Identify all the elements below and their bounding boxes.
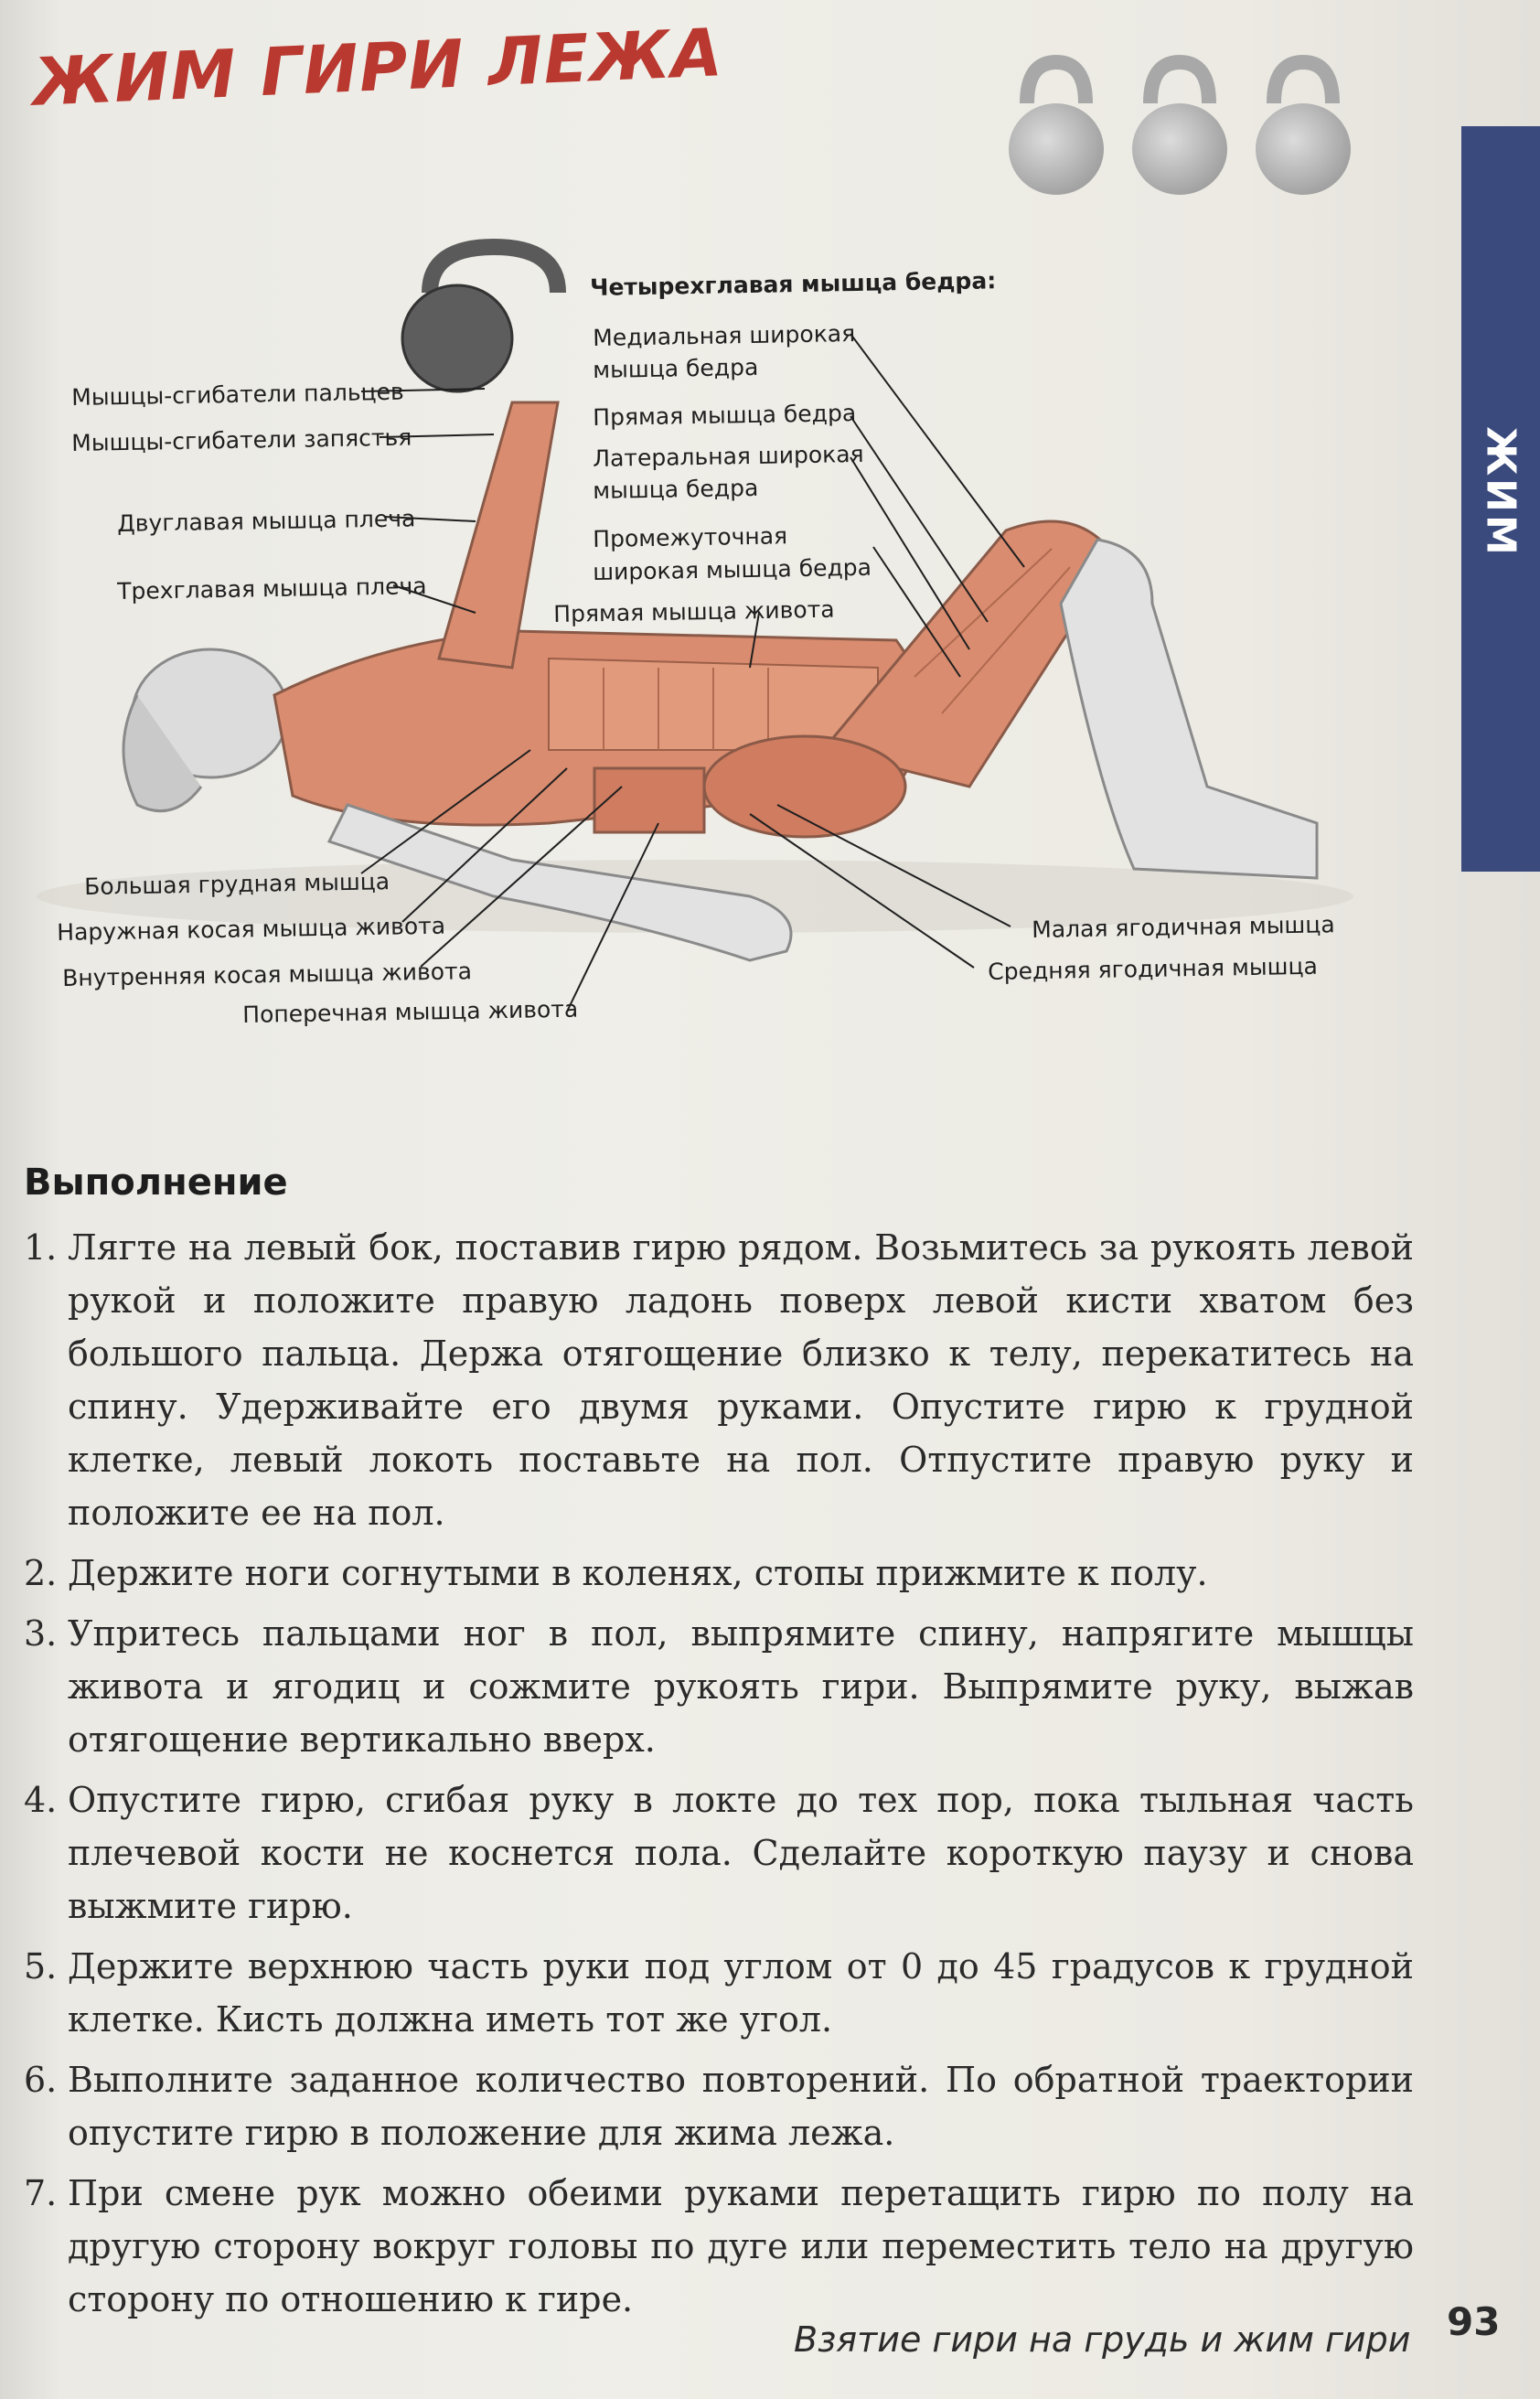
step-text: Держите верхнюю часть руки под углом от 0 до 45 градусов к грудной клетке. Кисть должна иметь тот же угол. — [68, 1946, 1414, 2040]
label-gluteus-medius: Средняя ягодичная мышца — [988, 952, 1319, 985]
difficulty-rating — [992, 53, 1367, 199]
step-number: 1. — [24, 1227, 58, 1268]
kettlebell-icon — [1132, 62, 1227, 195]
step-number: 4. — [24, 1780, 58, 1820]
steps-list — [24, 1221, 1414, 2333]
label-vastus-lateralis-1: Латеральная широкая — [593, 440, 864, 472]
list-item — [24, 1773, 1414, 1933]
glute — [704, 736, 905, 837]
label-pectoralis-major: Большая грудная мышца — [84, 868, 390, 900]
label-vastus-lateralis-2: мышца бедра — [593, 474, 759, 504]
label-wrist-flexors: Мышцы-сгибатели запястья — [71, 423, 412, 456]
page-title: ЖИМ ГИРИ ЛЕЖА — [31, 14, 725, 121]
label-gluteus-minimus: Малая ягодичная мышца — [1032, 911, 1335, 943]
label-finger-flexors: Мышцы-сгибатели пальцев — [71, 378, 404, 411]
list-item — [24, 1607, 1414, 1766]
label-internal-oblique: Внутренняя косая мышца живота — [62, 958, 473, 991]
label-vastus-intermedius-2: широкая мышца бедра — [593, 553, 872, 585]
chapter-tab — [1461, 126, 1540, 872]
step-number: 7. — [24, 2173, 58, 2213]
step-number: 3. — [24, 1613, 58, 1654]
raised-arm — [439, 402, 558, 668]
list-item — [24, 1940, 1414, 2046]
step-number: 2. — [24, 1553, 58, 1593]
chapter-tab-label: ЖИМ — [1477, 426, 1524, 558]
running-footer: Взятие гири на грудь и жим гири — [794, 2319, 1411, 2360]
list-item — [24, 1547, 1414, 1600]
step-number: 6. — [24, 2060, 58, 2100]
label-triceps: Трехглавая мышца плеча — [117, 573, 427, 605]
list-item — [24, 2053, 1414, 2159]
kettlebell-icon — [1009, 62, 1104, 195]
label-vastus-intermedius-1: Промежуточная — [593, 522, 788, 552]
step-text: Лягте на левый бок, поставив гирю рядом. Возьмитесь за рукоять левой рукой и положите правую ладонь поверх левой кисти хватом без большого пальца. Держа отягощение близко к телу, перекатитесь на спину. Удерживайте его двумя руками. Опустите гирю к грудной клетке, левый локоть поставьте на пол. Отпустите правую руку и положите ее на пол. — [68, 1227, 1414, 1533]
label-biceps: Двуглавая мышца плеча — [117, 505, 416, 537]
list-item — [24, 2167, 1414, 2326]
quadriceps-heading: Четырехглавая мышца бедра: — [590, 267, 997, 301]
section-heading: Выполнение — [24, 1162, 288, 1204]
shin — [1061, 540, 1317, 878]
step-text: Держите ноги согнутыми в коленях, стопы прижмите к полу. — [68, 1553, 1208, 1593]
label-rectus-abdominis: Прямая мышца живота — [553, 595, 835, 627]
page-number: 93 — [1447, 2299, 1501, 2344]
step-text: Выполните заданное количество повторений. По обратной траектории опустите гирю в положение для жима лежа. — [68, 2060, 1414, 2153]
kettlebell-in-hand — [402, 247, 558, 391]
label-vastus-medialis-1: Медиальная широкая — [593, 319, 856, 351]
step-text: При смене рук можно обеими руками перетащить гирю по полу на другую сторону вокруг головы по дуге или переместить тело на другую сторону по отношению к гире. — [68, 2173, 1414, 2319]
step-text: Упритесь пальцами ног в пол, выпрямите спину, напрягите мышцы живота и ягодиц и сожмите рукоять гири. Выпрямите руку, выжав отягощение вертикально вверх. — [68, 1613, 1414, 1760]
label-external-oblique: Наружная косая мышца живота — [57, 912, 446, 946]
step-number: 5. — [24, 1946, 58, 1987]
label-vastus-medialis-2: мышца бедра — [593, 353, 759, 383]
list-item — [24, 1221, 1414, 1539]
label-rectus-femoris: Прямая мышца бедра — [593, 399, 857, 431]
kettlebell-icon — [1256, 62, 1351, 195]
step-text: Опустите гирю, сгибая руку в локте до тех пор, пока тыльная часть плечевой кости не коснется пола. Сделайте короткую паузу и снова выжмите гирю. — [68, 1780, 1414, 1926]
label-transverse-abdominis: Поперечная мышца живота — [242, 995, 579, 1028]
